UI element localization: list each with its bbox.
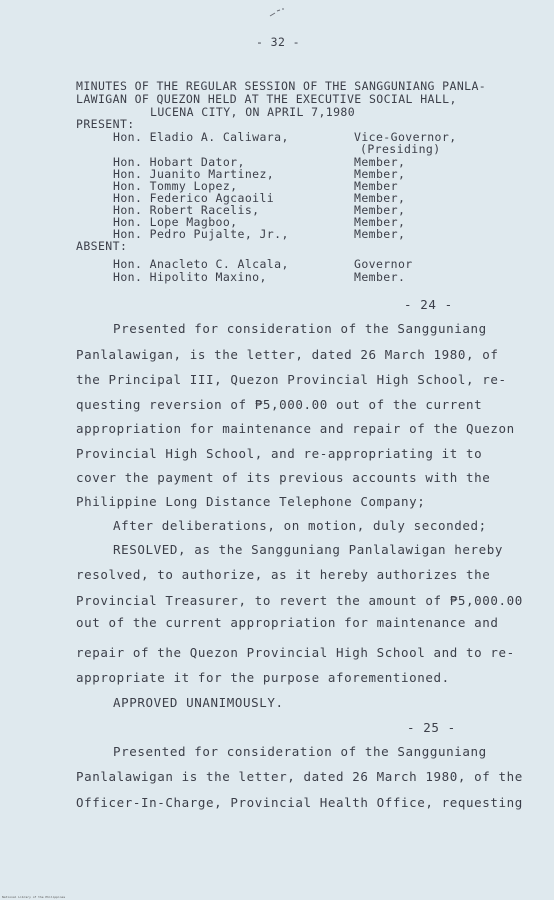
paragraph-line: RESOLVED, as the Sangguniang Panlalawigan hereby xyxy=(113,542,504,557)
footer-text: National Library of the Philippines xyxy=(2,895,66,899)
absent-name: Hon. Anacleto C. Alcala, xyxy=(113,257,289,271)
paragraph-line: Provincial Treasurer, to revert the amount of ₱5,000.00 xyxy=(76,593,523,608)
absent-role: Governor xyxy=(354,257,413,271)
present-role: Member xyxy=(354,179,398,193)
paragraph-line: cover the payment of its previous accounts with the xyxy=(76,470,491,485)
paragraph-line: Philippine Long Distance Telephone Company; xyxy=(76,494,426,509)
present-name: Hon. Tommy Lopez, xyxy=(113,179,238,193)
paragraph-line: Presented for consideration of the Sangguniang xyxy=(113,321,487,336)
paragraph-line: Officer-In-Charge, Provincial Health Office, requesting xyxy=(76,795,523,810)
paragraph-line: Presented for consideration of the Sangguniang xyxy=(113,744,487,759)
present-label: PRESENT: xyxy=(76,117,135,131)
present-role: Member, xyxy=(354,203,406,217)
paragraph-line: repair of the Quezon Provincial High School and to re- xyxy=(76,645,515,660)
present-name: Hon. Robert Racelis, xyxy=(113,203,260,217)
present-role: Member, xyxy=(354,167,406,181)
paragraph-line: Panlalawigan is the letter, dated 26 March 1980, of the xyxy=(76,769,523,784)
present-name: Hon. Lope Magboo, xyxy=(113,215,238,229)
item-number: - 25 - xyxy=(407,720,456,735)
present-name: Hon. Juanito Martinez, xyxy=(113,167,275,181)
paragraph-line: Panlalawigan, is the letter, dated 26 March 1980, of xyxy=(76,347,499,362)
absent-role: Member. xyxy=(354,270,406,284)
paragraph-line: questing reversion of ₱5,000.00 out of the current xyxy=(76,397,483,412)
paragraph-line: the Principal III, Quezon Provincial High School, re- xyxy=(76,372,507,387)
header-line-3: LUCENA CITY, ON APRIL 7,1980 xyxy=(150,105,356,119)
item-number: - 24 - xyxy=(404,297,453,312)
paragraph-line: appropriation for maintenance and repair of the Quezon xyxy=(76,421,515,436)
present-name: Hon. Eladio A. Caliwara, xyxy=(113,130,289,144)
header-line-2: LAWIGAN OF QUEZON HELD AT THE EXECUTIVE SOCIAL HALL, xyxy=(76,92,457,106)
present-role: Member, xyxy=(354,155,406,169)
present-name: Hon. Hobart Dator, xyxy=(113,155,245,169)
paragraph-line: appropriate it for the purpose aforementioned. xyxy=(76,670,450,685)
approval-line: APPROVED UNANIMOUSLY. xyxy=(113,695,284,710)
paragraph-line: resolved, to authorize, as it hereby authorizes the xyxy=(76,567,491,582)
present-role: Member, xyxy=(354,215,406,229)
paragraph-line: Provincial High School, and re-appropriating it to xyxy=(76,446,483,461)
present-role: Member, xyxy=(354,227,406,241)
page-number: - 32 - xyxy=(256,35,300,49)
header-line-1: MINUTES OF THE REGULAR SESSION OF THE SANGGUNIANG PANLA- xyxy=(76,79,487,93)
present-role: Vice-Governor, xyxy=(354,130,457,144)
present-name: Hon. Federico Agcaoili xyxy=(113,191,275,205)
paragraph-line: After deliberations, on motion, duly seconded; xyxy=(113,518,487,533)
paragraph-line: out of the current appropriation for maintenance and xyxy=(76,615,499,630)
present-name: Hon. Pedro Pujalte, Jr., xyxy=(113,227,289,241)
absent-name: Hon. Hipolito Maxino, xyxy=(113,270,267,284)
pen-mark-icon xyxy=(268,8,286,18)
present-role: (Presiding) xyxy=(360,142,441,156)
present-role: Member, xyxy=(354,191,406,205)
absent-label: ABSENT: xyxy=(76,239,128,253)
